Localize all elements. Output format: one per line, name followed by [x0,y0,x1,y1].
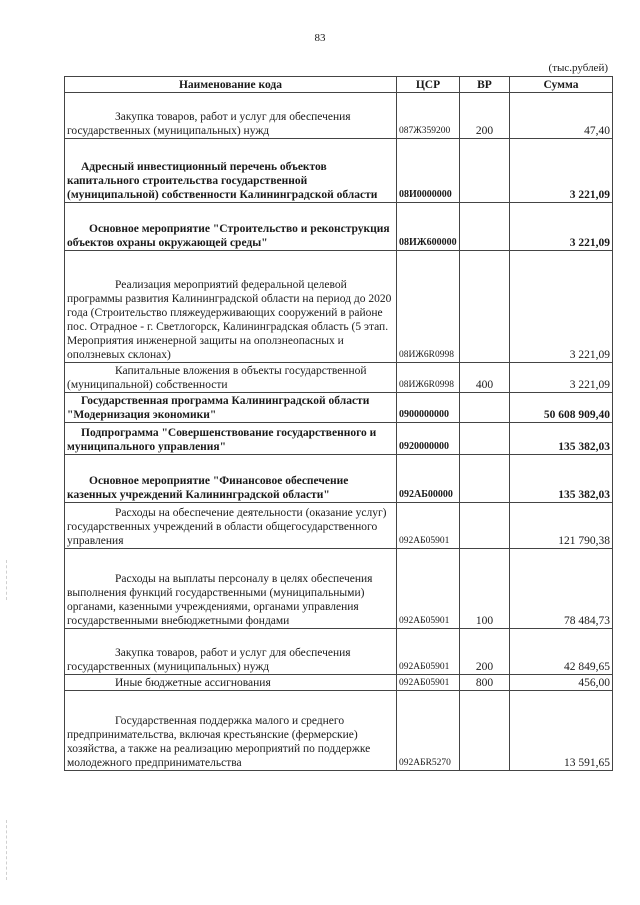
table-header-row [65,77,613,93]
row-vr: 400 [460,363,510,393]
table-row [65,93,613,139]
row-sum: 3 221,09 [510,203,613,251]
row-vr [460,251,510,363]
row-sum: 456,00 [510,675,613,691]
row-vr [460,423,510,455]
row-sum: 3 221,09 [510,139,613,203]
header-csr: ЦСР [397,77,460,93]
page-number: 83 [314,32,326,44]
table-row [65,455,613,503]
row-sum: 3 221,09 [510,363,613,393]
row-name: Закупка товаров, работ и услуг для обеспечения государственных (муниципальных) нужд [67,111,351,137]
table-row [65,363,613,393]
row-csr: 092АБ05901 [397,675,460,691]
budget-table [64,76,613,771]
row-vr: 200 [460,629,510,675]
row-name: Подпрограмма "Совершенствование государственного и муниципального управления" [67,427,377,453]
header-sum: Сумма [510,77,613,93]
table-row [65,549,613,629]
row-sum: 13 591,65 [510,691,613,771]
table-row [65,139,613,203]
table-row [65,251,613,363]
row-name: Расходы на обеспечение деятельности (оказание услуг) государственных учреждений в области общегосударственного управления [67,507,387,547]
row-csr: 092АБ00000 [397,455,460,503]
margin-mark [6,560,7,600]
row-name: Основное мероприятие "Строительство и реконструкция объектов охраны окружающей среды" [67,223,390,249]
row-name: Адресный инвестиционный перечень объектов капитального строительства государственной (муниципальной) собственности Калининградской области [67,161,378,201]
row-name: Государственная программа Калининградской области "Модернизация экономики" [67,395,370,421]
margin-mark [6,820,7,880]
table-row [65,629,613,675]
table-row [65,393,613,423]
row-vr: 100 [460,549,510,629]
row-csr: 092АБ05901 [397,549,460,629]
row-sum: 3 221,09 [510,251,613,363]
row-vr [460,203,510,251]
row-name: Реализация мероприятий федеральной целевой программы развития Калининградской области на период до 2020 года (Строительство пляжеудерживающих сооружений в районе пос. Отрадное - г. Светлогорск, Калининградская область (5 этап. Мероприятия инженерной защиты на оползнеопасных и оползневых склонах) [67,279,392,361]
row-name: Иные бюджетные ассигнования [115,677,271,689]
row-name: Государственная поддержка малого и среднего предпринимательства, включая крестьянские (фермерские) хозяйства, а также на реализацию мероприятий по поддержке молодежного предпринимательства [67,715,371,769]
row-vr [460,503,510,549]
units-label: (тыс.рублей) [548,62,608,74]
row-csr: 08ИЖ6R0998 [397,363,460,393]
row-sum: 135 382,03 [510,455,613,503]
row-name: Капитальные вложения в объекты государственной (муниципальной) собственности [67,365,367,391]
row-vr: 200 [460,93,510,139]
table-row [65,203,613,251]
row-csr: 092АБ05901 [397,503,460,549]
row-csr: 08ИЖ6R0998 [397,251,460,363]
row-csr: 0900000000 [397,393,460,423]
row-name: Расходы на выплаты персоналу в целях обеспечения выполнения функций государственными (муниципальными) органами, казенными учреждениями, органами управления государственными внебюджетными фондами [67,573,373,627]
header-vr: ВР [460,77,510,93]
table-row [65,675,613,691]
row-csr: 0920000000 [397,423,460,455]
row-name: Закупка товаров, работ и услуг для обеспечения государственных (муниципальных) нужд [67,647,351,673]
row-sum: 78 484,73 [510,549,613,629]
row-sum: 42 849,65 [510,629,613,675]
row-sum: 121 790,38 [510,503,613,549]
table-row [65,423,613,455]
row-csr: 087Ж359200 [397,93,460,139]
row-name: Основное мероприятие "Финансовое обеспечение казенных учреждений Калининградской области" [67,475,349,501]
row-vr [460,393,510,423]
table-row [65,503,613,549]
row-sum: 50 608 909,40 [510,393,613,423]
row-vr [460,139,510,203]
row-csr: 08И0000000 [397,139,460,203]
row-vr [460,691,510,771]
row-vr: 800 [460,675,510,691]
row-sum: 135 382,03 [510,423,613,455]
row-vr [460,455,510,503]
row-csr: 092АБR5270 [397,691,460,771]
row-csr: 08ИЖ600000 [397,203,460,251]
row-csr: 092АБ05901 [397,629,460,675]
header-name: Наименование кода [65,77,397,93]
row-sum: 47,40 [510,93,613,139]
table-row [65,691,613,771]
